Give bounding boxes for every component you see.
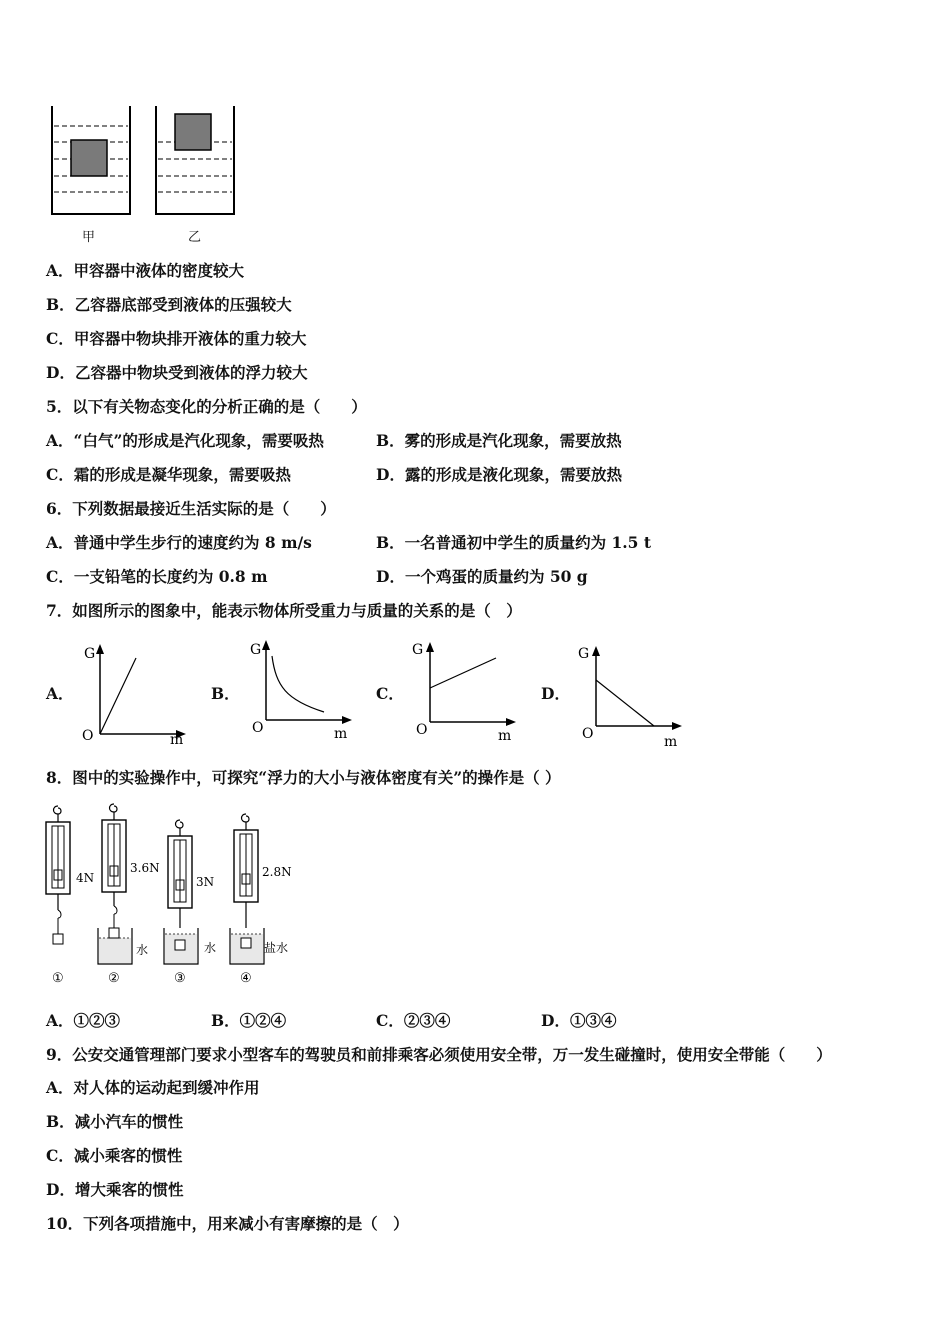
q8-option-d: D．①③④ [541,1011,617,1030]
reading-1: 4N [76,871,95,885]
reading-3: 3N [196,875,215,889]
q7-option-c-letter: C． [376,684,404,703]
q7-graph-a [80,642,190,747]
q9-stem: 9．公安交通管理部门要求小型客车的驾驶员和前排乘客必须使用安全带，万一发生碰撞时，使用安全带能（ ） [46,1045,832,1064]
label-jia: 甲 [82,230,96,245]
q7-a-origin: O [82,728,94,744]
q5-stem: 5．以下有关物态变化的分析正确的是（ ） [46,397,367,416]
q7-d-axis-x: m [664,734,678,750]
q9-option-c: C．减小乘客的惯性 [46,1146,183,1165]
q4-option-c: C．甲容器中物块排开液体的重力较大 [46,329,307,348]
q9-option-d: D．增大乘客的惯性 [46,1180,184,1199]
container-yi [156,106,234,214]
q6-option-c: C．一支铅笔的长度约为 0.8 m [46,567,268,586]
spring-scale-1 [46,806,70,944]
q6-option-b: B．一名普通初中学生的质量约为 1.5 t [376,533,652,552]
q4-option-d: D．乙容器中物块受到液体的浮力较大 [46,363,308,382]
step-label-2: ② [108,971,120,986]
q7-option-a-letter: A． [46,684,74,703]
q7-graph-b [246,638,356,743]
q7-graph-c [410,640,520,745]
q7-c-origin: O [416,722,428,738]
reading-2: 3.6N [130,861,160,875]
q4-option-b: B．乙容器底部受到液体的压强较大 [46,295,292,314]
q8-figure-spring-scales [40,800,310,990]
q6-stem: 6．下列数据最接近生活实际的是（ ） [46,499,336,518]
q7-b-origin: O [252,720,264,736]
reading-4: 2.8N [262,865,292,879]
q8-option-b: B．①②④ [211,1011,287,1030]
q8-stem: 8．图中的实验操作中，可探究“浮力的大小与液体密度有关”的操作是（ ） [46,768,561,787]
q7-c-axis-y: G [412,642,424,658]
q7-b-axis-y: G [250,642,262,658]
container-jia [52,106,130,214]
q7-a-axis-x: m [170,732,184,748]
q5-option-a: A．“白气”的形成是汽化现象，需要吸热 [46,431,324,450]
q5-option-d: D．露的形成是液化现象，需要放热 [376,465,622,484]
step-label-1: ① [52,971,64,986]
q4-figure-containers [48,104,248,244]
q8-option-a: A．①②③ [46,1011,121,1030]
label-yi: 乙 [188,230,202,245]
q8-option-c: C．②③④ [376,1011,451,1030]
q7-c-axis-x: m [498,728,512,744]
q7-option-b-letter: B． [211,684,240,703]
q7-a-axis-y: G [84,646,96,662]
liquid-label-3: 水 [204,941,217,955]
q10-stem: 10．下列各项措施中，用来减小有害摩擦的是（ ） [46,1214,409,1233]
spring-scale-3 [164,820,198,964]
q6-option-a: A．普通中学生步行的速度约为 8 m/s [46,533,312,552]
q9-option-a: A．对人体的运动起到缓冲作用 [46,1078,260,1097]
liquid-label-4: 盐水 [264,941,289,955]
q4-option-a: A．甲容器中液体的密度较大 [46,261,245,280]
q7-d-origin: O [582,726,594,742]
q7-b-axis-x: m [334,726,348,742]
q6-option-d: D．一个鸡蛋的质量约为 50 g [376,567,588,586]
step-label-3: ③ [174,971,186,986]
q5-option-b: B．雾的形成是汽化现象，需要放热 [376,431,622,450]
spring-scale-4 [230,814,264,964]
q9-option-b: B．减小汽车的惯性 [46,1112,184,1131]
q7-d-axis-y: G [578,646,590,662]
step-label-4: ④ [240,971,252,986]
q7-option-d-letter: D． [541,684,570,703]
q5-option-c: C．霜的形成是凝华现象，需要吸热 [46,465,291,484]
q7-stem: 7．如图所示的图象中，能表示物体所受重力与质量的关系的是（ ） [46,601,522,620]
q7-graph-d [576,644,686,749]
liquid-label-2: 水 [136,943,149,957]
spring-scale-2 [98,804,132,964]
